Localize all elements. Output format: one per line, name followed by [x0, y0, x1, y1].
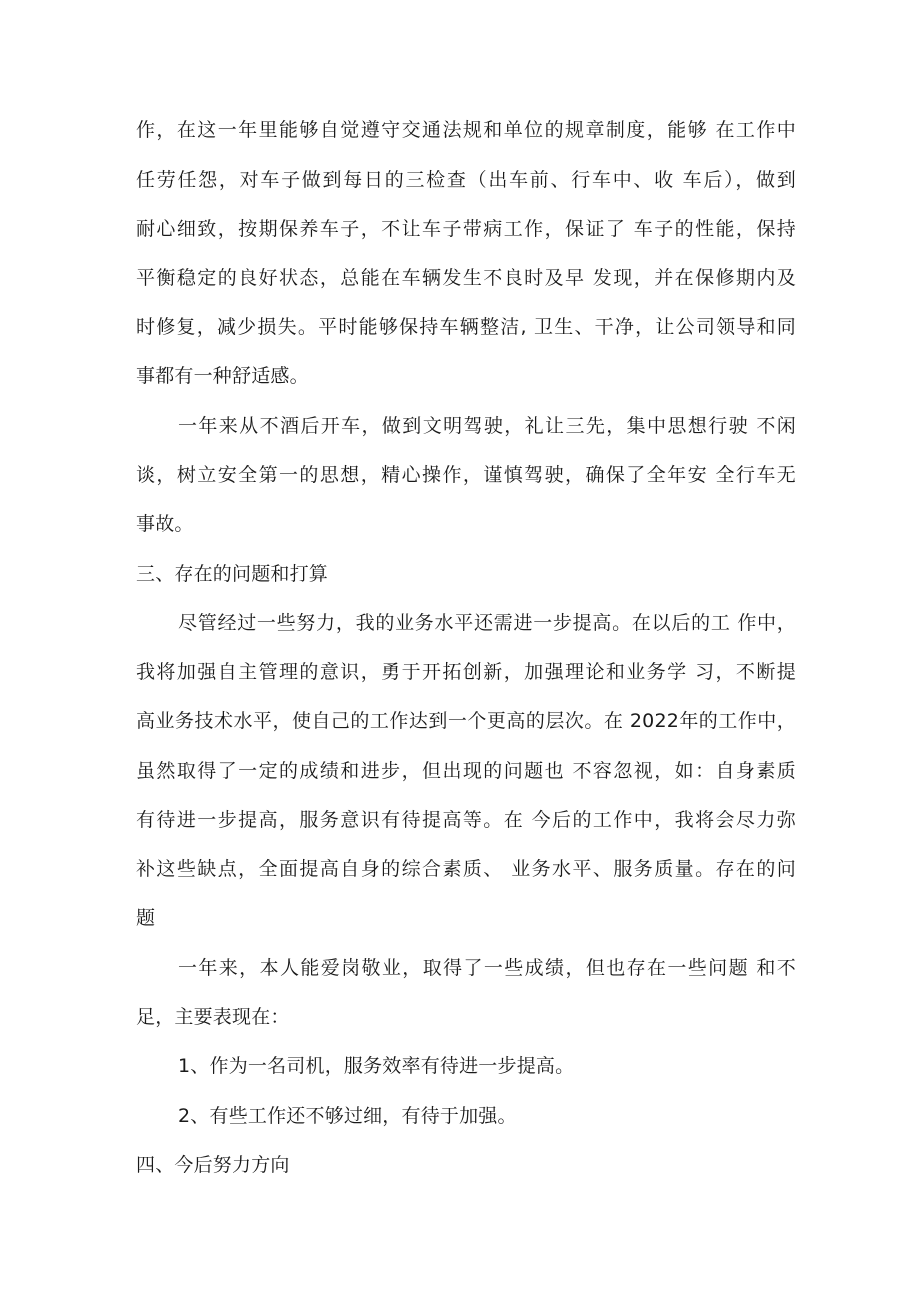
paragraph-line: 尽管经过一些努力，我的业务水平还需进一步提高。在以后的工 作中， [178, 612, 796, 634]
paragraph-line: 事都有一种舒适感。 [136, 365, 309, 387]
paragraph-line: 一年来从不酒后开车，做到文明驾驶，礼让三先，集中思想行驶 不闲 [178, 415, 796, 437]
paragraph-line: 作，在这一年里能够自觉遵守交通法规和单位的规章制度，能够 在工作中 [136, 119, 796, 141]
paragraph-line: 补这些缺点，全面提高自身的综合素质、 业务水平、服务质量。存在的问 [136, 858, 796, 880]
paragraph-line: 谈，树立安全第一的思想，精心操作，谨慎驾驶，确保了全年安 全行车无 [136, 464, 796, 486]
paragraph-line: 高业务技术水平，使自己的工作达到一个更高的层次。在 2022年的工作中， [136, 710, 796, 732]
section-heading: 三、存在的问题和打算 [136, 563, 329, 585]
paragraph-line: 有待进一步提高，服务意识有待提高等。在 今后的工作中，我将会尽力弥 [136, 809, 796, 831]
paragraph-line: 任劳任怨，对车子做到每日的三检查（出车前、行车中、收 车后），做到 [136, 169, 796, 191]
paragraph-line: 一年来，本人能爱岗敬业，取得了一些成绩，但也存在一些问题 和不 [178, 957, 796, 979]
paragraph-line: 足，主要表现在： [136, 1006, 290, 1028]
paragraph-line: 我将加强自主管理的意识，勇于开拓创新，加强理论和业务学 习，不断提 [136, 661, 796, 683]
paragraph-line: 事故。 [136, 513, 194, 535]
paragraph-line: 题 [136, 907, 156, 929]
paragraph-line: 时修复，减少损失。平时能够保持车辆整洁, 卫生、干净，让公司领导和同 [136, 316, 796, 338]
paragraph-line: 平衡稳定的良好状态，总能在车辆发生不良时及早 发现，并在保修期内及 [136, 267, 796, 289]
list-item: 2、有些工作还不够过细，有待于加强。 [178, 1105, 517, 1127]
paragraph-line: 耐心细致，按期保养车子，不让车子带病工作，保证了 车子的性能，保持 [136, 218, 796, 240]
section-heading: 四、今后努力方向 [136, 1154, 290, 1176]
paragraph-line: 虽然取得了一定的成绩和进步，但出现的问题也 不容忽视，如：自身素质 [136, 760, 796, 782]
list-item: 1、作为一名司机，服务效率有待进一步提高。 [178, 1055, 575, 1077]
